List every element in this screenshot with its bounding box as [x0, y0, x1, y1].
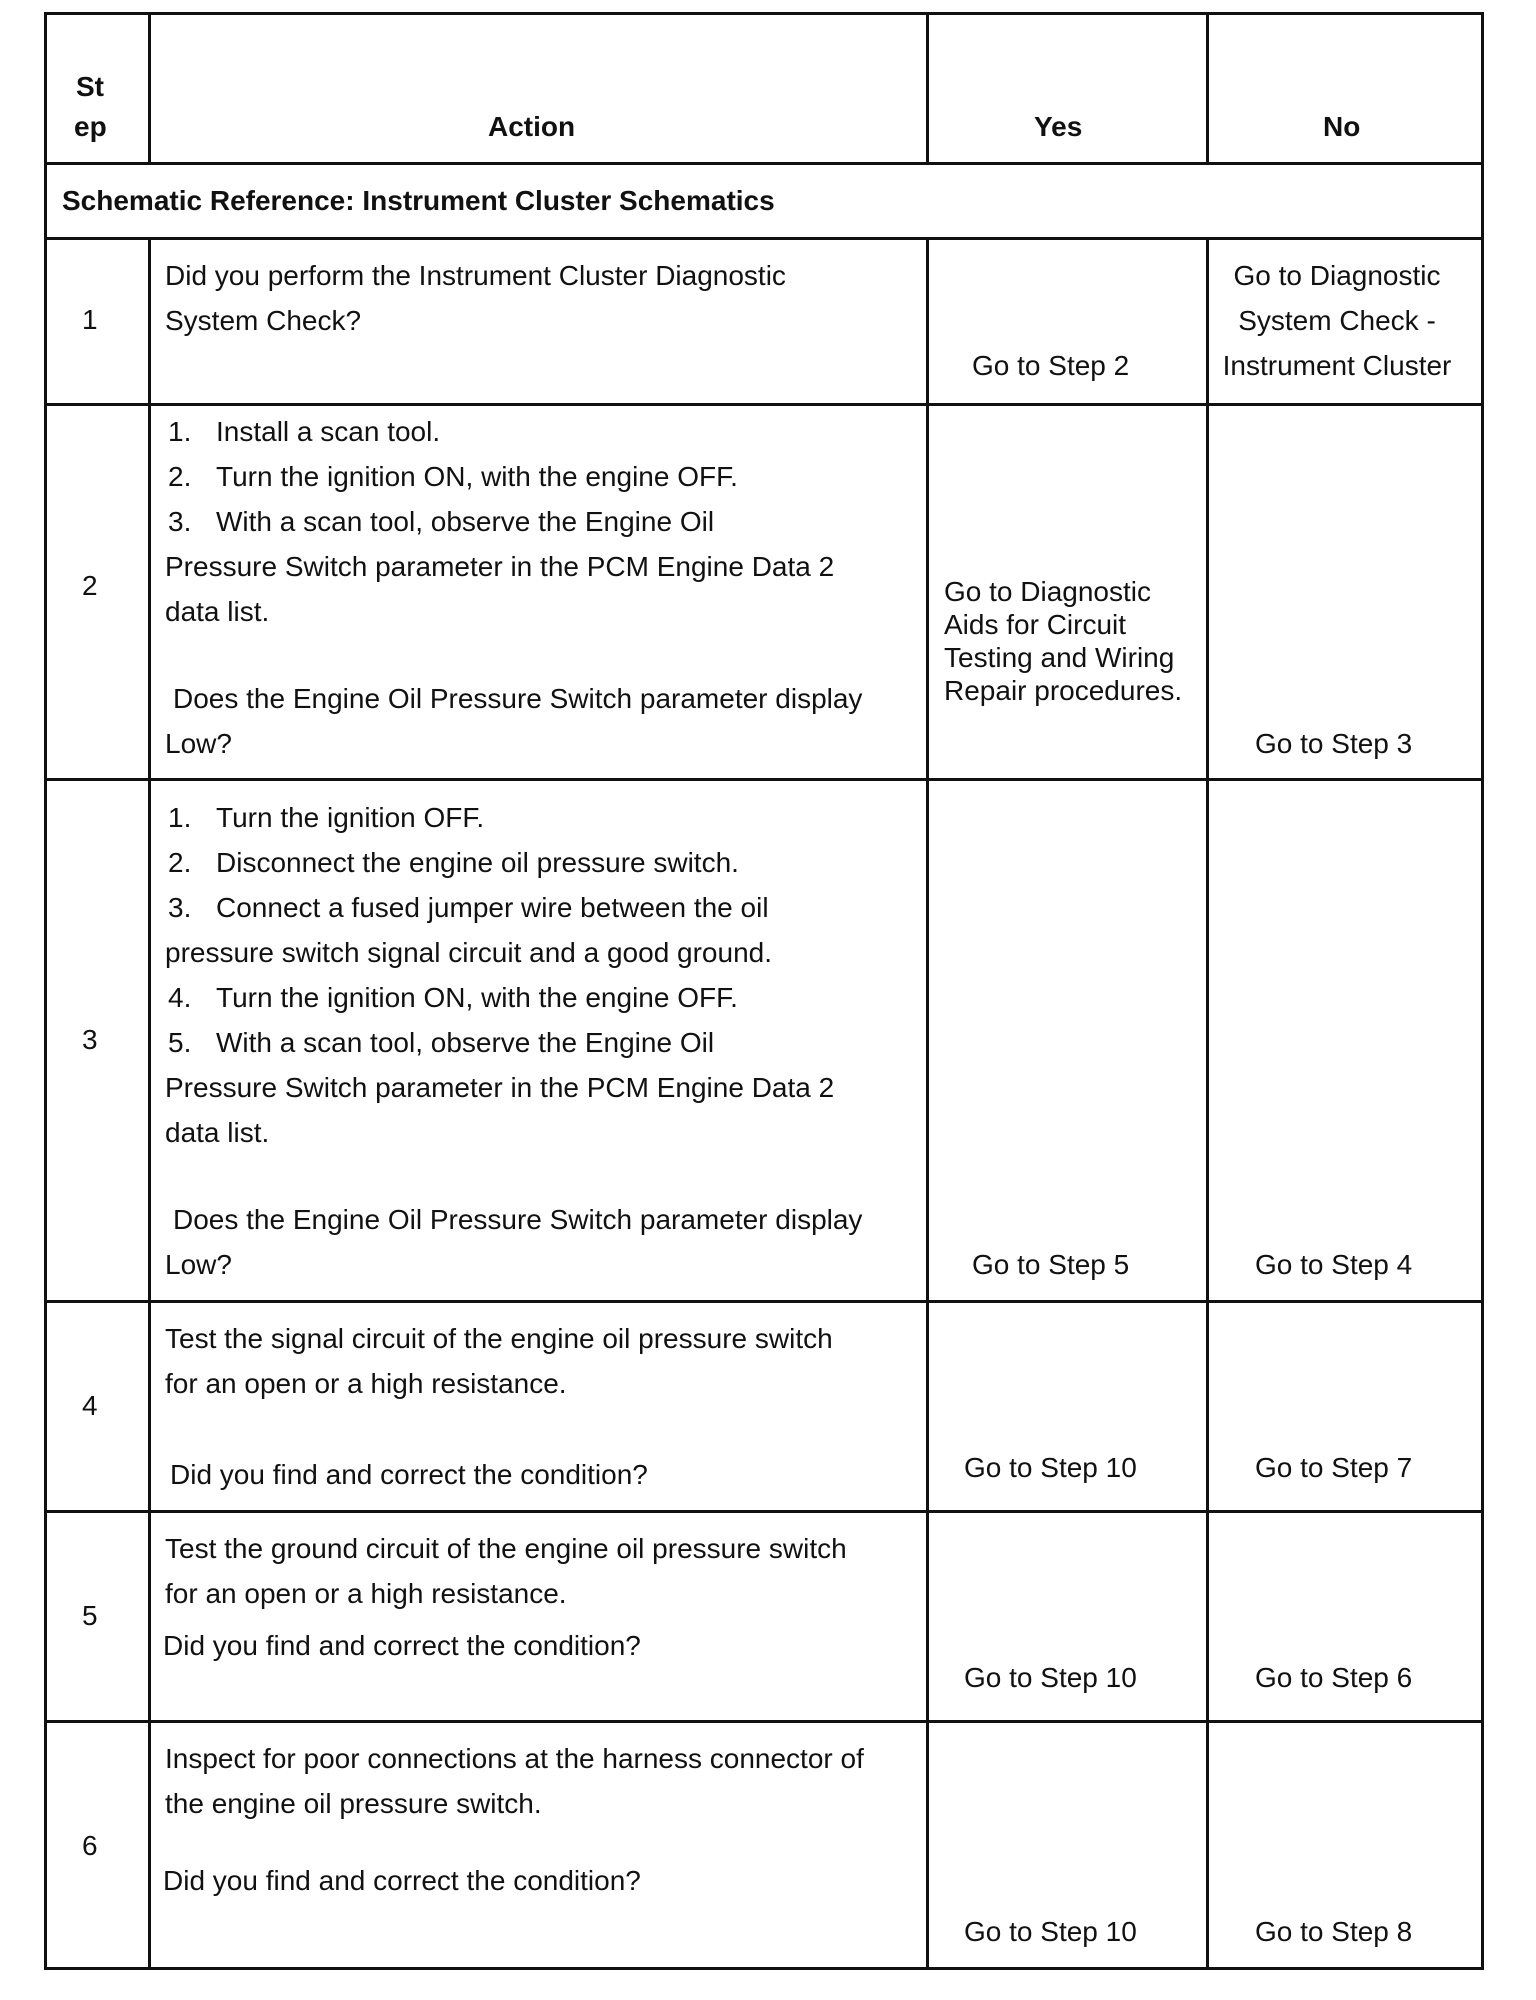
action-line: the engine oil pressure switch.	[165, 1788, 542, 1819]
list-number: 1.	[168, 802, 192, 833]
column-divider	[926, 237, 929, 1967]
row-divider	[47, 778, 1481, 781]
yes-result: Go to Step 10	[964, 1916, 1137, 1947]
header-yes: Yes	[1034, 111, 1083, 142]
column-divider	[1206, 15, 1209, 165]
action-line: Test the signal circuit of the engine oil pressure switch	[165, 1323, 833, 1354]
list-item	[168, 1020, 714, 1065]
action-line: Inspect for poor connections at the harness connector of	[165, 1743, 864, 1774]
list-text: Install a scan tool.	[216, 416, 441, 447]
no-result-line: Go to Diagnostic	[1233, 260, 1441, 291]
yes-result: Go to Step 2	[972, 350, 1130, 381]
question-line: Did you find and correct the condition?	[163, 1630, 641, 1661]
column-divider	[148, 15, 151, 165]
question-line: Did you find and correct the condition?	[170, 1459, 648, 1490]
step-number: 1	[82, 304, 98, 335]
row-divider	[47, 1300, 1481, 1303]
no-result: Go to Step 4	[1255, 1249, 1413, 1280]
question-line: Does the Engine Oil Pressure Switch parameter display	[173, 683, 863, 714]
schematic-reference: Schematic Reference: Instrument Cluster Schematics	[62, 185, 775, 216]
row-divider	[47, 1510, 1481, 1513]
row-divider	[47, 237, 1481, 240]
row-divider	[47, 1720, 1481, 1723]
yes-result-line: Repair procedures.	[944, 675, 1183, 706]
list-number: 4.	[168, 982, 192, 1013]
list-number: 2.	[168, 461, 192, 492]
list-item	[168, 975, 738, 1020]
step-number: 6	[82, 1830, 98, 1861]
question-line: Low?	[165, 728, 232, 759]
list-number: 3.	[168, 892, 192, 923]
column-divider	[1206, 237, 1209, 1967]
step-number: 5	[82, 1600, 98, 1631]
action-line: data list.	[165, 596, 270, 627]
no-result: Go to Step 6	[1255, 1662, 1413, 1693]
no-result: Go to Step 8	[1255, 1916, 1413, 1947]
list-text: Turn the ignition ON, with the engine OFF.	[216, 982, 738, 1013]
action-line: System Check?	[165, 305, 362, 336]
yes-result-line: Testing and Wiring	[944, 642, 1175, 673]
question-line: Did you find and correct the condition?	[163, 1865, 641, 1896]
column-divider	[148, 237, 151, 1967]
list-text: With a scan tool, observe the Engine Oil	[216, 506, 715, 537]
list-number: 2.	[168, 847, 192, 878]
list-text: Connect a fused jumper wire between the oil	[216, 892, 769, 923]
action-line: Pressure Switch parameter in the PCM Engine Data 2	[165, 551, 835, 582]
step-number: 4	[82, 1390, 98, 1421]
no-result-line: Instrument Cluster	[1222, 350, 1452, 381]
action-line: Test the ground circuit of the engine oil pressure switch	[165, 1533, 847, 1564]
action-line: Pressure Switch parameter in the PCM Engine Data 2	[165, 1072, 835, 1103]
question-line: Does the Engine Oil Pressure Switch parameter display	[173, 1204, 863, 1235]
action-line: pressure switch signal circuit and a good ground.	[165, 937, 773, 968]
header-action: Action	[488, 111, 576, 142]
yes-result-line: Go to Diagnostic	[944, 576, 1151, 607]
row-divider	[47, 162, 1481, 165]
list-number: 3.	[168, 506, 192, 537]
list-item	[168, 885, 769, 930]
header-step-line2: ep	[74, 111, 107, 142]
yes-result: Go to Step 10	[964, 1662, 1137, 1693]
header-step-line1: St	[76, 71, 104, 102]
header-no: No	[1323, 111, 1361, 142]
list-item	[168, 409, 440, 454]
no-result-line: System Check -	[1238, 305, 1436, 336]
list-text: With a scan tool, observe the Engine Oil	[216, 1027, 715, 1058]
list-number: 1.	[168, 416, 192, 447]
no-result: Go to Step 7	[1255, 1452, 1413, 1483]
list-text: Turn the ignition OFF.	[216, 802, 485, 833]
action-line: for an open or a high resistance.	[165, 1368, 567, 1399]
action-line: for an open or a high resistance.	[165, 1578, 567, 1609]
question-line: Low?	[165, 1249, 232, 1280]
step-number: 3	[82, 1024, 98, 1055]
list-item	[168, 795, 484, 840]
list-item	[168, 840, 739, 885]
column-divider	[926, 15, 929, 165]
list-text: Turn the ignition ON, with the engine OFF.	[216, 461, 738, 492]
yes-result: Go to Step 10	[964, 1452, 1137, 1483]
no-result: Go to Step 3	[1255, 728, 1413, 759]
list-number: 5.	[168, 1027, 192, 1058]
action-line: Did you perform the Instrument Cluster Diagnostic	[165, 260, 786, 291]
list-text: Disconnect the engine oil pressure switch.	[216, 847, 739, 878]
list-item	[168, 499, 714, 544]
yes-result-line: Aids for Circuit	[944, 609, 1127, 640]
row-divider	[47, 403, 1481, 406]
step-number: 2	[82, 570, 98, 601]
action-line: data list.	[165, 1117, 270, 1148]
yes-result: Go to Step 5	[972, 1249, 1130, 1280]
list-item	[168, 454, 738, 499]
